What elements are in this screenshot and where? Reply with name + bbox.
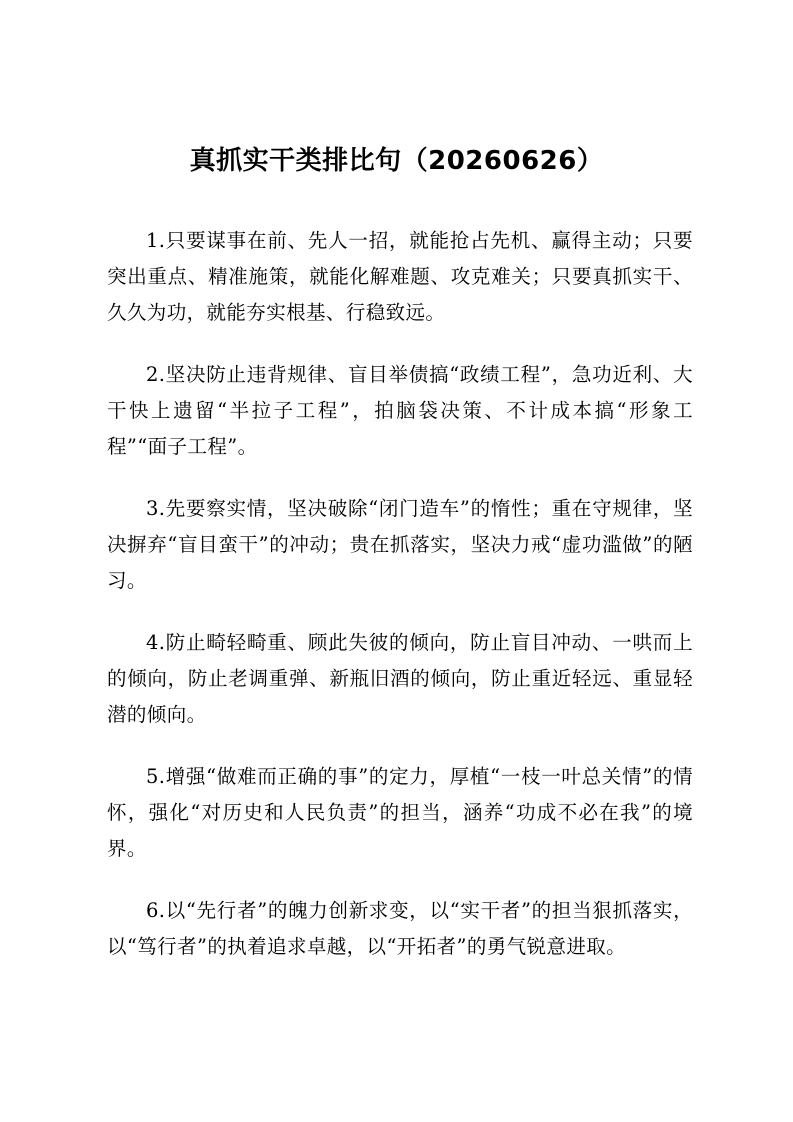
paragraph-1: 1.只要谋事在前、先人一招，就能抢占先机、赢得主动；只要突出重点、精准施策，就能化解难题、攻克难关；只要真抓实干、久久为功，就能夯实根基、行稳致远。	[107, 229, 693, 324]
document-title: 真抓实干类排比句（20260626）	[189, 146, 604, 176]
paragraph-6: 6.以“先行者”的魄力创新求变，以“实干者”的担当狠抓落实，以“笃行者”的执着追求卓越，以“开拓者”的勇气锐意进取。	[107, 899, 693, 958]
paragraph-4: 4.防止畸轻畸重、顾此失彼的倾向，防止盲目冲动、一哄而上的倾向，防止老调重弹、新瓶旧酒的倾向，防止重近轻远、重显轻潜的倾向。	[107, 631, 693, 726]
paragraph-5: 5.增强“做难而正确的事”的定力，厚植“一枝一叶总关情”的情怀，强化“对历史和人民负责”的担当，涵养“功成不必在我”的境界。	[107, 765, 693, 860]
document-body	[107, 223, 693, 991]
paragraph-2: 2.坚决防止违背规律、盲目举债搞“政绩工程”，急功近利、大干快上遗留“半拉子工程”，拍脑袋决策、不计成本搞“形象工程”“面子工程”。	[107, 363, 693, 458]
paragraph-3: 3.先要察实情，坚决破除“闭门造车”的惰性；重在守规律，坚决摒弃“盲目蛮干”的冲动；贵在抓落实，坚决力戒“虚功滥做”的陋习。	[107, 497, 693, 592]
